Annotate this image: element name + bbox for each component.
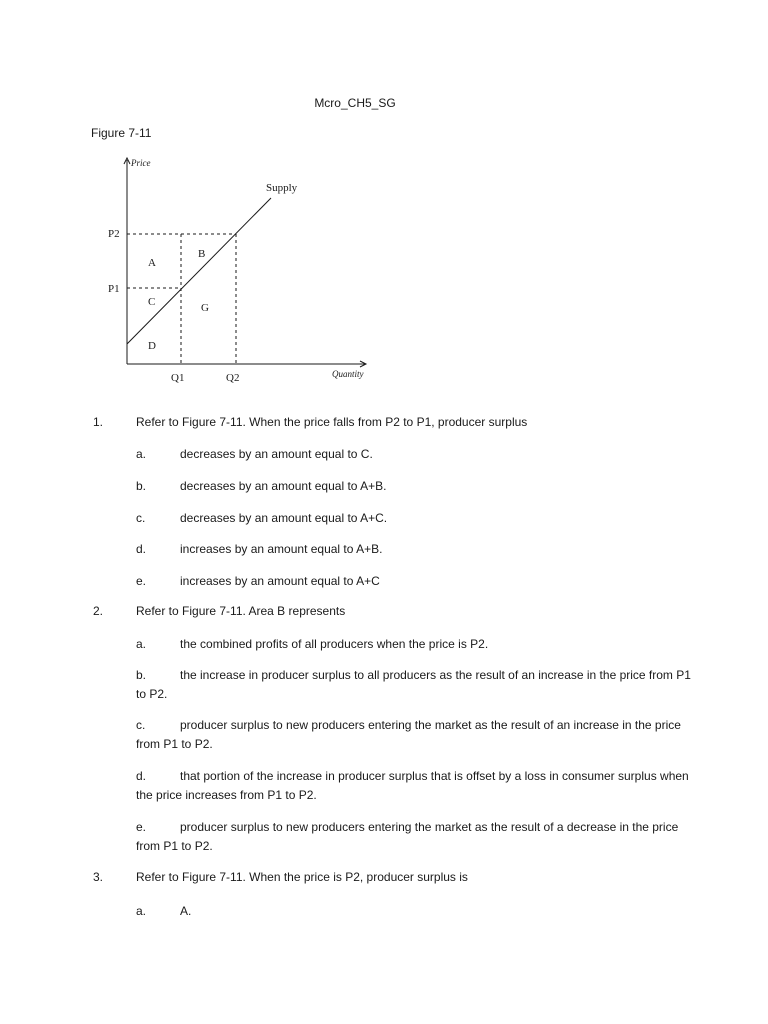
option-letter: c. <box>136 718 146 732</box>
option-text: A. <box>180 904 192 918</box>
option-item <box>136 635 696 654</box>
option-item <box>136 572 696 591</box>
question-stem: Refer to Figure 7-11. Area B represents <box>136 604 346 618</box>
option-item <box>136 716 696 754</box>
option-letter: b. <box>136 668 147 682</box>
question-stem: Refer to Figure 7-11. When the price falls from P2 to P1, producer surplus <box>136 415 528 429</box>
supply-label: Supply <box>266 182 298 194</box>
q2-label: Q2 <box>226 372 240 384</box>
option-item <box>136 540 696 559</box>
area-g-label: G <box>201 302 209 314</box>
question-number: 3. <box>93 870 104 884</box>
q1-label: Q1 <box>171 372 185 384</box>
option-text: decreases by an amount equal to C. <box>180 447 373 461</box>
option-item <box>136 445 696 464</box>
option-text: increases by an amount equal to A+C <box>180 574 380 588</box>
option-letter: e. <box>136 820 147 834</box>
supply-diagram <box>0 0 768 400</box>
y-axis-label: Price <box>131 158 151 168</box>
option-item <box>136 818 696 856</box>
option-letter: d. <box>136 769 147 783</box>
supply-curve <box>127 198 271 344</box>
option-text: producer surplus to new producers entering the market as the result of a decrease in the price from P1 to P2. <box>136 820 679 853</box>
option-text: increases by an amount equal to A+B. <box>180 542 383 556</box>
p1-label: P1 <box>108 283 120 295</box>
area-c-label: C <box>148 296 156 308</box>
x-axis-label: Quantity <box>332 369 364 379</box>
option-letter: a. <box>136 637 147 651</box>
page-title: Mcro_CH5_SG <box>314 96 396 110</box>
option-text: the increase in producer surplus to all producers as the result of an increase in the price from P1 to P2. <box>136 668 691 701</box>
option-letter: c. <box>136 511 146 525</box>
option-letter: e. <box>136 574 147 588</box>
area-d-label: D <box>148 340 156 352</box>
option-text: decreases by an amount equal to A+B. <box>180 479 387 493</box>
area-a-label: A <box>148 257 156 269</box>
option-text: the combined profits of all producers when the price is P2. <box>180 637 489 651</box>
option-text: producer surplus to new producers entering the market as the result of an increase in the price from P1 to P2. <box>136 718 681 751</box>
option-item <box>136 902 696 921</box>
figure-label: Figure 7-11 <box>91 126 152 140</box>
option-text: that portion of the increase in producer surplus that is offset by a loss in consumer surplus when the price increases from P1 to P2. <box>136 769 689 802</box>
option-item <box>136 509 696 528</box>
option-text: decreases by an amount equal to A+C. <box>180 511 388 525</box>
option-item <box>136 767 696 805</box>
p2-label: P2 <box>108 228 120 240</box>
option-letter: a. <box>136 447 147 461</box>
option-item <box>136 666 696 704</box>
option-letter: a. <box>136 904 147 918</box>
area-b-label: B <box>198 248 206 260</box>
option-item <box>136 477 696 496</box>
question-number: 2. <box>93 604 104 618</box>
option-letter: d. <box>136 542 147 556</box>
question-stem: Refer to Figure 7-11. When the price is P2, producer surplus is <box>136 870 468 884</box>
option-letter: b. <box>136 479 147 493</box>
question-number: 1. <box>93 415 104 429</box>
